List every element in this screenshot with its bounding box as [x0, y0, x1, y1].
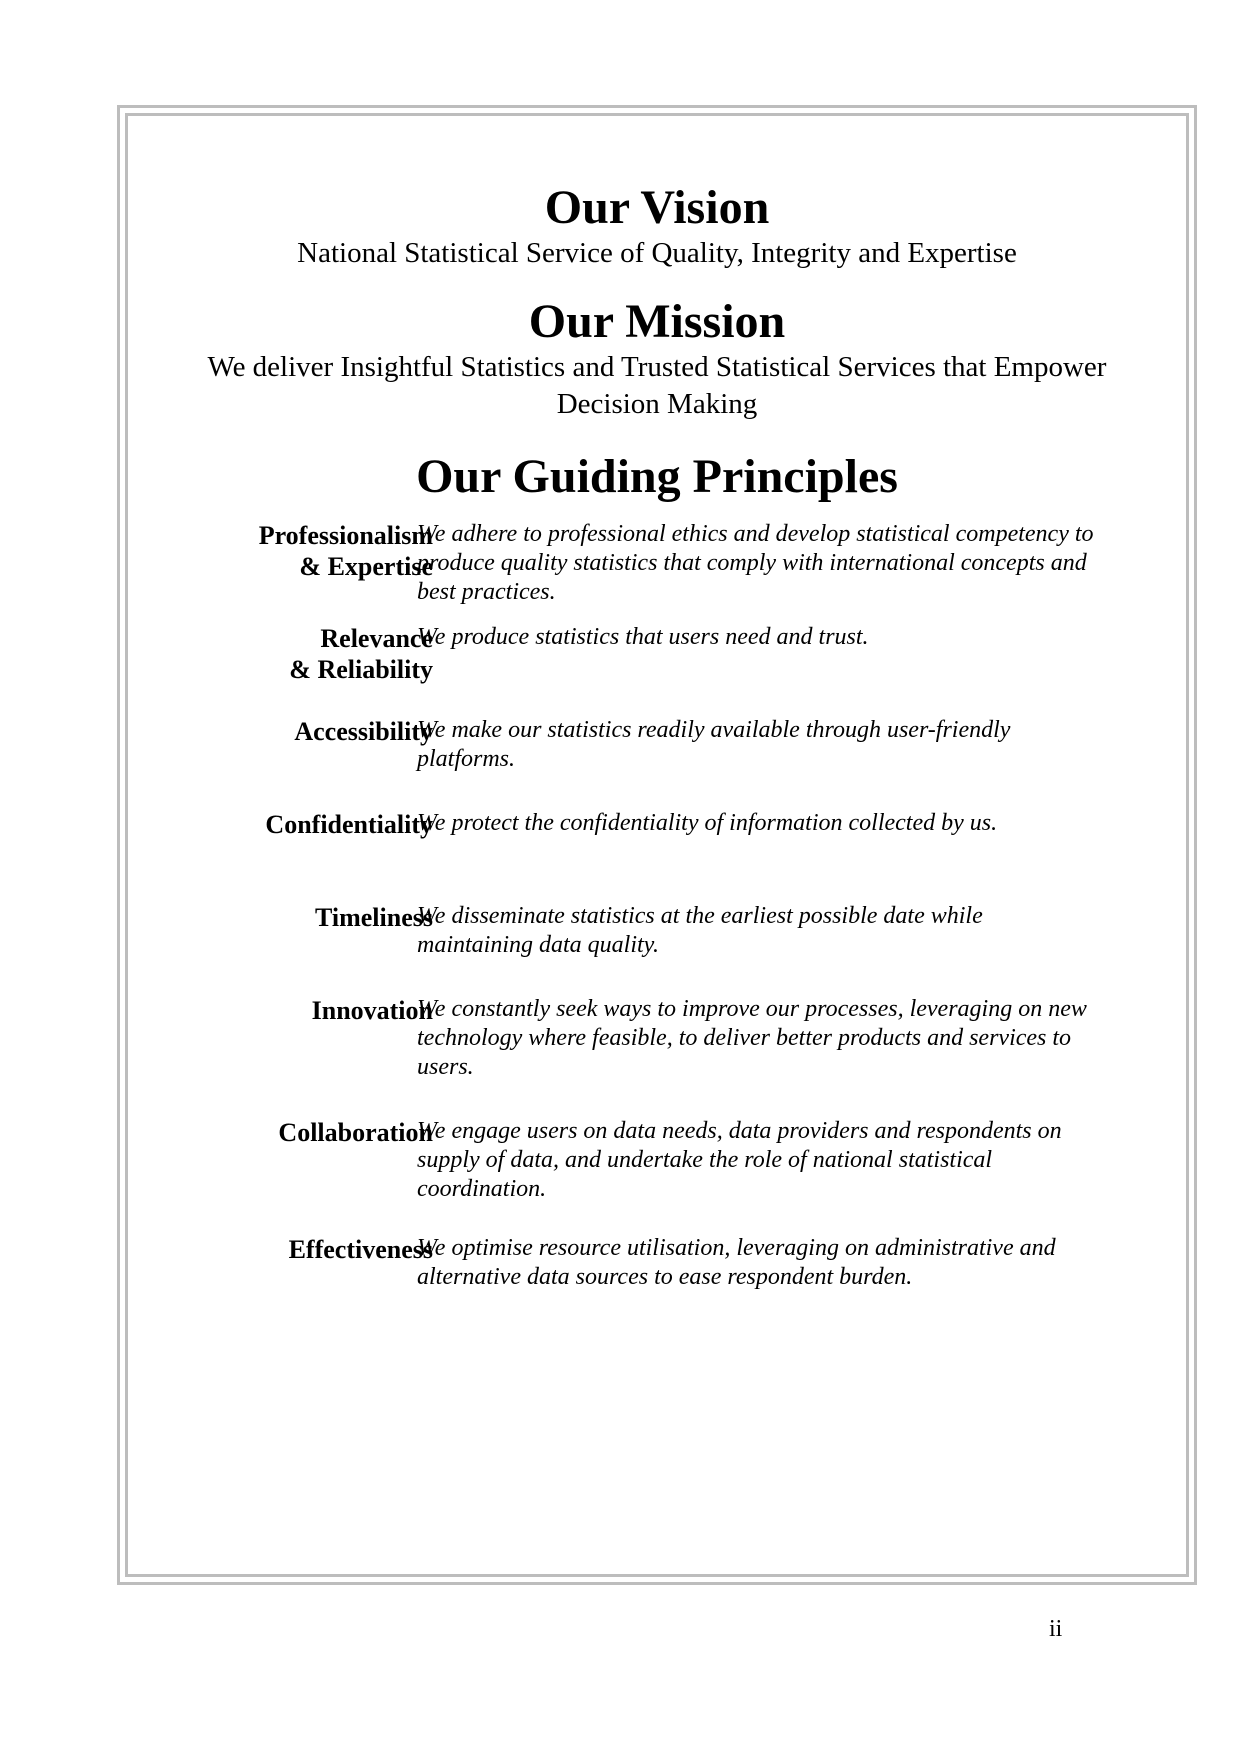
mission-text: We deliver Insightful Statistics and Trusted Statistical Services that Empower Decision Making	[207, 351, 1107, 421]
principle-name: Timeliness	[315, 903, 433, 932]
principles-title: Our Guiding Principles	[416, 450, 898, 504]
principle-name: Accessibility	[294, 717, 433, 746]
principle-name: Confidentiality	[265, 810, 433, 839]
principle-name: Innovation	[311, 996, 433, 1025]
principle-name: Effectiveness	[288, 1235, 433, 1264]
principle-name: Relevance & Reliability	[289, 624, 433, 684]
vision-text: National Statistical Service of Quality, Integrity and Expertise	[297, 237, 1017, 270]
principle-description: We produce statistics that users need and trust.	[417, 624, 869, 650]
page-number: ii	[1049, 1616, 1063, 1642]
principle-description: We protect the confidentiality of information collected by us.	[417, 810, 998, 836]
principle-description: We make our statistics readily available through user-friendly platforms.	[417, 717, 1011, 772]
principle-name: Professionalism & Expertise	[258, 521, 433, 581]
page-content	[140, 113, 1174, 505]
mission-title: Our Mission	[528, 295, 786, 349]
principle-description: We adhere to professional ethics and develop statistical competency to produce quality statistics that comply with international concepts and best practices.	[417, 521, 1094, 605]
principle-description: We optimise resource utilisation, leveraging on administrative and alternative data sources to ease respondent burden.	[417, 1235, 1056, 1290]
principle-description: We engage users on data needs, data providers and respondents on supply of data, and undertake the role of national statistical coordination.	[417, 1118, 1062, 1202]
principle-description: We disseminate statistics at the earliest possible date while maintaining data quality.	[417, 903, 983, 958]
vision-title: Our Vision	[544, 181, 770, 234]
principle-description: We constantly seek ways to improve our processes, leveraging on new technology where feasible, to deliver better products and services to users.	[417, 996, 1087, 1080]
principle-name: Collaboration	[278, 1118, 433, 1147]
